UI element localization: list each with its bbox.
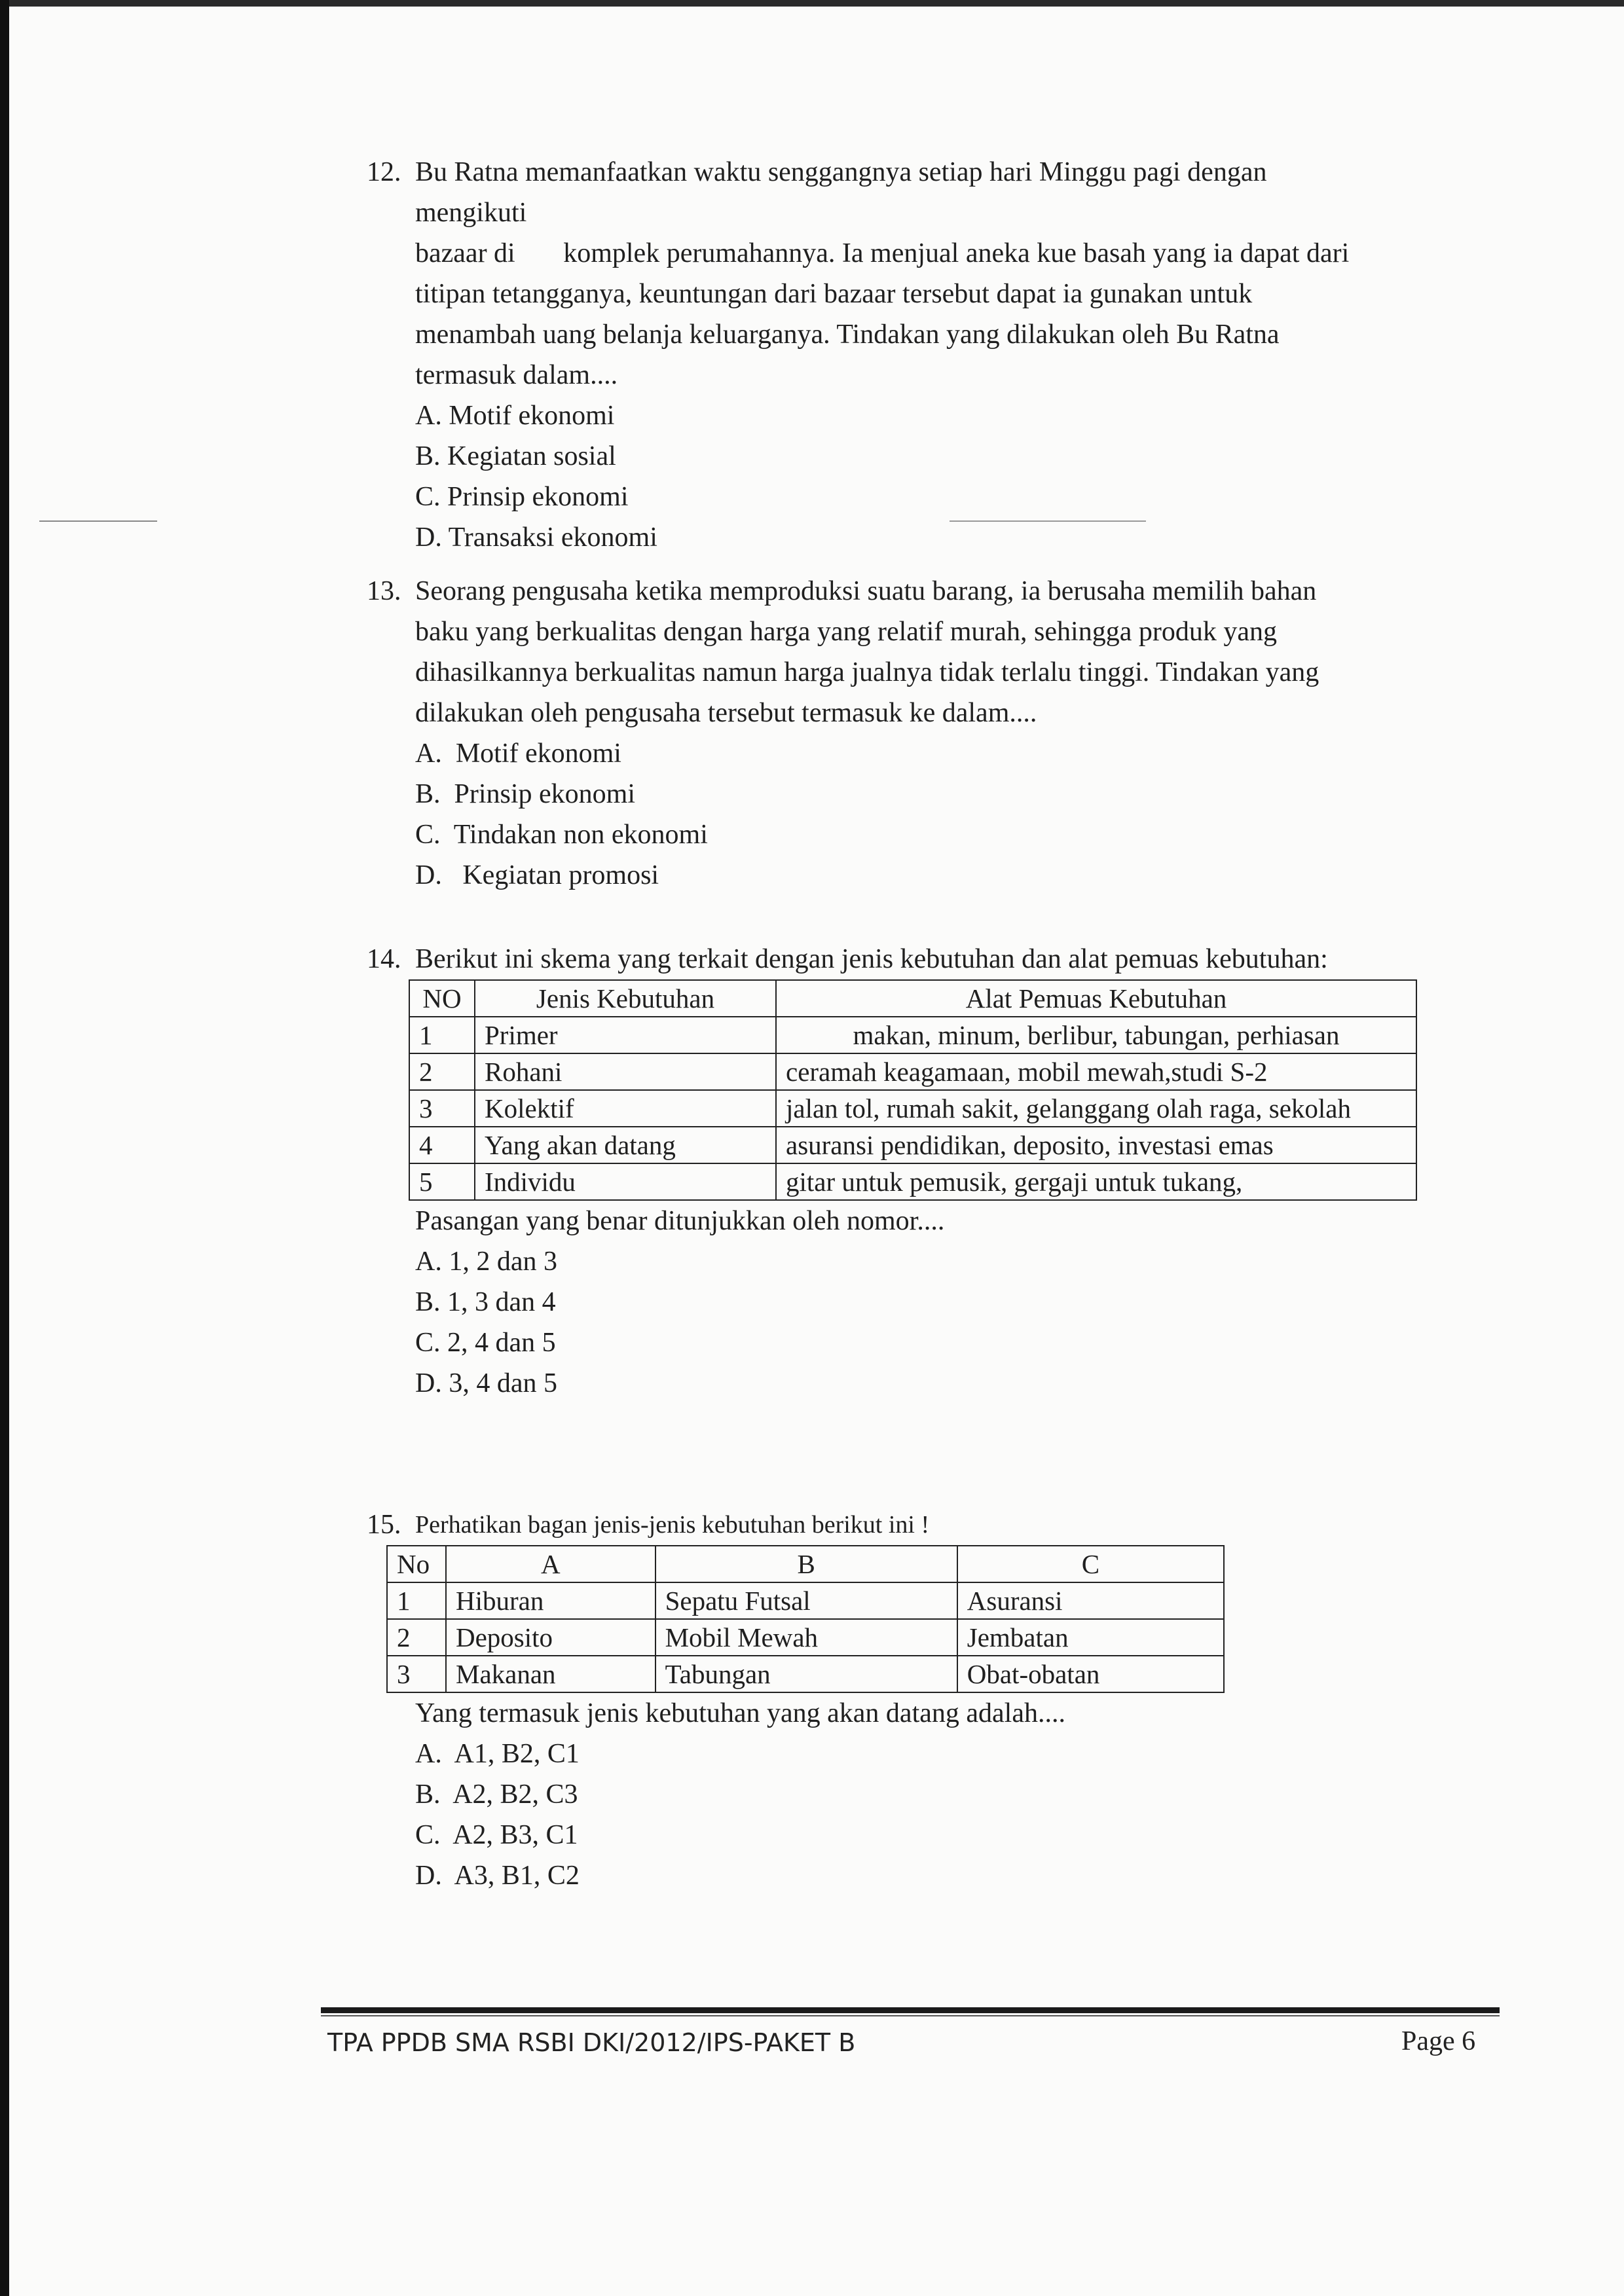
answer-option-c[interactable]: C. A2, B3, C1: [415, 1820, 578, 1850]
table-cell: Sepatu Futsal: [655, 1582, 957, 1619]
table-row: [387, 1582, 1224, 1619]
table-row: [409, 1163, 1416, 1200]
question-13: [367, 571, 1441, 896]
table-cell: Jembatan: [957, 1619, 1224, 1656]
table-header-row: [409, 980, 1416, 1017]
answer-option-c[interactable]: C. Prinsip ekonomi: [415, 482, 629, 512]
table-row: [387, 1656, 1224, 1692]
table-header-cell: No: [387, 1546, 446, 1582]
question-number: 12.: [367, 157, 401, 187]
question-text-line: Bu Ratna memanfaatkan waktu senggangnya setiap hari Minggu pagi dengan: [415, 157, 1267, 187]
table-cell: Tabungan: [655, 1656, 957, 1692]
question-text-line: mengikuti: [415, 198, 527, 228]
question-text: Yang termasuk jenis kebutuhan yang akan datang adalah....: [415, 1698, 1065, 1728]
question-text-line: menambah uang belanja keluarganya. Tindakan yang dilakukan oleh Bu Ratna: [415, 319, 1280, 350]
table-cell: Individu: [475, 1163, 776, 1200]
question-text-line: termasuk dalam....: [415, 360, 618, 390]
table-cell: ceramah keagamaan, mobil mewah,studi S-2: [776, 1053, 1416, 1090]
table-cell: 4: [409, 1127, 475, 1163]
table-cell: 1: [387, 1582, 446, 1619]
question-text-line: titipan tetangganya, keuntungan dari bazaar tersebut dapat ia gunakan untuk: [415, 279, 1253, 309]
answer-option-b[interactable]: B. Kegiatan sosial: [415, 441, 616, 471]
table-cell: Primer: [475, 1017, 776, 1053]
table-cell: Makanan: [446, 1656, 655, 1692]
table-cell: Rohani: [475, 1053, 776, 1090]
table-row: [387, 1619, 1224, 1656]
table-header-cell: Jenis Kebutuhan: [475, 980, 776, 1017]
table-cell: jalan tol, rumah sakit, gelanggang olah raga, sekolah: [776, 1090, 1416, 1127]
question-12: [367, 152, 1467, 558]
answer-option-d[interactable]: D. Kegiatan promosi: [415, 860, 659, 890]
answer-option-c[interactable]: C. Tindakan non ekonomi: [415, 820, 708, 850]
question-number: 14.: [367, 944, 401, 974]
question-text-line: dihasilkannya berkualitas namun harga jualnya tidak terlalu tinggi. Tindakan yang: [415, 657, 1320, 687]
table-row: [409, 1017, 1416, 1053]
answer-option-a[interactable]: A. A1, B2, C1: [415, 1739, 580, 1769]
table-header-cell: Alat Pemuas Kebutuhan: [776, 980, 1416, 1017]
question-number: 13.: [367, 576, 401, 606]
table-cell: makan, minum, berlibur, tabungan, perhiasan: [776, 1017, 1416, 1053]
table-cell: Yang akan datang: [475, 1127, 776, 1163]
table-cell: Kolektif: [475, 1090, 776, 1127]
question-15: [367, 1504, 1375, 1896]
table-cell: Deposito: [446, 1619, 655, 1656]
scan-edge-top: [0, 0, 1624, 7]
table-header-cell: A: [446, 1546, 655, 1582]
answer-option-a[interactable]: A. Motif ekonomi: [415, 401, 615, 431]
table-cell: 3: [387, 1656, 446, 1692]
answer-option-b[interactable]: B. A2, B2, C3: [415, 1779, 578, 1810]
table-cell: asuransi pendidikan, deposito, investasi emas: [776, 1127, 1416, 1163]
scan-artifact-line: [39, 520, 157, 522]
table-cell: gitar untuk pemusik, gergaji untuk tukang,: [776, 1163, 1416, 1200]
table-row: [409, 1053, 1416, 1090]
question-text: Pasangan yang benar ditunjukkan oleh nomor....: [415, 1206, 945, 1236]
table-header-cell: C: [957, 1546, 1224, 1582]
footer-rule-thin: [321, 2015, 1500, 2016]
table-cell: 5: [409, 1163, 475, 1200]
question-number: 15.: [367, 1510, 401, 1540]
footer-exam-code: TPA PPDB SMA RSBI DKI/2012/IPS-PAKET B: [327, 2028, 856, 2057]
answer-option-d[interactable]: D. A3, B1, C2: [415, 1861, 580, 1891]
needs-chart-table: [386, 1545, 1225, 1693]
table-cell: 1: [409, 1017, 475, 1053]
needs-table: [409, 979, 1417, 1201]
table-cell: Obat-obatan: [957, 1656, 1224, 1692]
table-row: [409, 1090, 1416, 1127]
question-intro: Berikut ini skema yang terkait dengan jenis kebutuhan dan alat pemuas kebutuhan:: [415, 944, 1328, 974]
scan-edge-left: [0, 0, 9, 2296]
answer-option-c[interactable]: C. 2, 4 dan 5: [415, 1328, 556, 1358]
question-text-line: baku yang berkualitas dengan harga yang relatif murah, sehingga produk yang: [415, 617, 1277, 647]
footer-rule: [321, 2007, 1500, 2013]
table-cell: Hiburan: [446, 1582, 655, 1619]
answer-option-d[interactable]: D. 3, 4 dan 5: [415, 1368, 557, 1398]
table-cell: Asuransi: [957, 1582, 1224, 1619]
table-cell: 3: [409, 1090, 475, 1127]
answer-option-b[interactable]: B. Prinsip ekonomi: [415, 779, 636, 809]
table-header-cell: NO: [409, 980, 475, 1017]
answer-option-a[interactable]: A. 1, 2 dan 3: [415, 1247, 557, 1277]
table-header-cell: B: [655, 1546, 957, 1582]
table-row: [409, 1127, 1416, 1163]
question-intro: Perhatikan bagan jenis-jenis kebutuhan berikut ini !: [415, 1511, 930, 1539]
table-cell: 2: [409, 1053, 475, 1090]
answer-option-b[interactable]: B. 1, 3 dan 4: [415, 1287, 556, 1317]
question-text-line: Seorang pengusaha ketika memproduksi suatu barang, ia berusaha memilih bahan: [415, 576, 1317, 606]
table-cell: 2: [387, 1619, 446, 1656]
answer-option-a[interactable]: A. Motif ekonomi: [415, 738, 621, 769]
table-cell: Mobil Mewah: [655, 1619, 957, 1656]
question-text-line: dilakukan oleh pengusaha tersebut termasuk ke dalam....: [415, 698, 1037, 728]
question-text-line: bazaar di komplek perumahannya. Ia menjual aneka kue basah yang ia dapat dari: [415, 238, 1350, 268]
answer-option-d[interactable]: D. Transaksi ekonomi: [415, 522, 657, 553]
question-14: [367, 939, 1506, 1404]
footer-page-number: Page 6: [1401, 2026, 1476, 2056]
table-header-row: [387, 1546, 1224, 1582]
